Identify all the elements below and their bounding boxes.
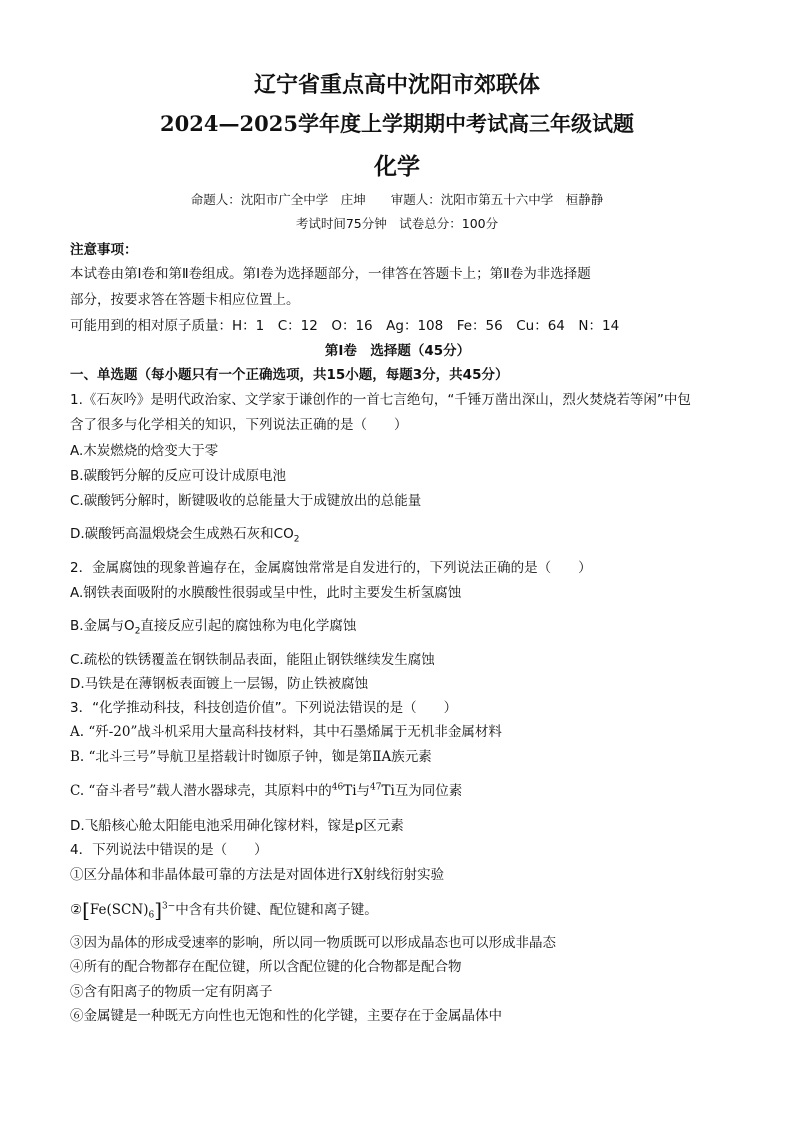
q4-complex-charge: 3−: [162, 901, 176, 912]
notice-text-1: 本试卷由第Ⅰ卷和第Ⅱ卷组成。第Ⅰ卷为选择题部分，一律答在答题卡上；第Ⅱ卷为非选择题: [70, 266, 591, 282]
q3-option-c-text: C. “奋斗者号”载人潜水器球壳，其原料中的: [70, 783, 332, 799]
notice-text-2: 部分，按要求答在答题卡相应位置上。: [70, 292, 300, 308]
q3-isotope-mass-2: 47: [370, 782, 382, 793]
q3-option-d: D.飞船核心舱太阳能电池采用砷化镓材料，镓是p区元素: [70, 818, 404, 834]
q2-option-b-text: B.金属与O: [70, 618, 135, 634]
right-bracket-icon: ]: [154, 898, 163, 922]
q1-stem-1: 1.《石灰吟》是明代政治家、文学家于谦创作的一首七言绝句，“千锤万凿出深山，烈火焚烧若等闲”中包: [70, 392, 691, 408]
q4-item-2-text: 中含有共价键、配位键和离子键。: [175, 902, 378, 918]
q1-option-b: B.碳酸钙分解的反应可设计成原电池: [70, 468, 287, 484]
q2-option-c: C.疏松的铁锈覆盖在钢铁制品表面，能阻止钢铁继续发生腐蚀: [70, 652, 435, 668]
q2-option-b: [70, 614, 356, 637]
q3-option-b: B. “北斗三号”导航卫星搭载计时铷原子钟，铷是第ⅡA族元素: [70, 749, 432, 765]
q1-option-d-text: D.碳酸钙高温煅烧会生成熟石灰和CO: [70, 526, 294, 542]
q1-option-c: C.碳酸钙分解时，断键吸收的总能量大于成键放出的总能量: [70, 493, 422, 509]
q1-option-d: [70, 522, 299, 545]
q4-item-5: ⑤含有阳离子的物质一定有阴离子: [70, 984, 273, 1000]
q4-item-4: ④所有的配合物都存在配位键，所以含配位键的化合物都是配合物: [70, 959, 462, 975]
q4-complex-subscript: 6: [148, 910, 155, 921]
q2-stem: 2．金属腐蚀的现象普遍存在，金属腐蚀常常是自发进行的，下列说法正确的是（ ）: [70, 560, 592, 576]
exam-title-line2: 2024—2025学年度上学期期中考试高三年级试题: [160, 111, 634, 136]
q3-isotope-mass-1: 46: [331, 782, 344, 793]
q4-item-2-number: ②: [70, 902, 83, 918]
q3-option-a: A. “歼-20”战斗机采用大量高科技材料，其中石墨烯属于无机非金属材料: [70, 724, 502, 740]
q4-complex-formula: Fe(SCN): [89, 902, 149, 918]
q4-item-2: [70, 898, 378, 921]
section1-title: 第Ⅰ卷 选择题（45分）: [324, 343, 471, 359]
q3-option-c: [70, 779, 462, 799]
q1-stem-2: 含了很多与化学相关的知识，下列说法正确的是（ ）: [70, 417, 408, 433]
q1-option-d-subscript: 2: [293, 534, 300, 545]
q2-option-b-text-2: 直接反应引起的腐蚀称为电化学腐蚀: [140, 618, 357, 634]
q3-isotope-symbol-1: Ti: [343, 783, 357, 799]
atomic-mass-line: 可能用到的相对原子质量：H：1 C：12 O：16 Ag：108 Fe：56 Cu：64 N：14: [70, 318, 620, 334]
q2-option-d: D.马铁是在薄钢板表面镀上一层锡，防止铁被腐蚀: [70, 676, 369, 692]
exam-time-score: 考试时间75分钟 试卷总分：100分: [295, 216, 499, 231]
q3-option-c-text-3: 互为同位素: [394, 783, 463, 799]
q2-option-b-subscript: 2: [134, 626, 141, 637]
q4-item-3: ③因为晶体的形成受速率的影响，所以同一物质既可以形成晶态也可以形成非晶态: [70, 935, 556, 951]
exam-subject: 化学: [374, 153, 420, 180]
q1-option-a: A.木炭燃烧的焓变大于零: [70, 443, 219, 459]
q4-item-6: ⑥金属键是一种既无方向性也无饱和性的化学键，主要存在于金属晶体中: [70, 1008, 502, 1024]
q3-isotope-symbol-2: Ti: [381, 783, 395, 799]
q2-option-a: A.钢铁表面吸附的水膜酸性很弱或呈中性，此时主要发生析氢腐蚀: [70, 585, 462, 601]
q4-stem: 4．下列说法中错误的是（ ）: [70, 842, 268, 858]
exam-title-line1: 辽宁省重点高中沈阳市郊联体: [253, 72, 540, 98]
q3-option-c-text-2: 与: [356, 783, 371, 799]
exam-authors: 命题人：沈阳市广全中学 庄坤 审题人：沈阳市第五十六中学 桓静静: [190, 192, 604, 207]
q4-item-1: ①区分晶体和非晶体最可靠的方法是对固体进行X射线衍射实验: [70, 867, 445, 883]
left-bracket-icon: [: [82, 898, 90, 922]
section1-subtitle: 一、单选题（每小题只有一个正确选项，共15小题，每题3分，共45分）: [70, 367, 509, 383]
q3-stem: 3．“化学推动科技，科技创造价值”。下列说法错误的是（ ）: [70, 700, 458, 716]
notice-heading: 注意事项：: [70, 242, 138, 258]
